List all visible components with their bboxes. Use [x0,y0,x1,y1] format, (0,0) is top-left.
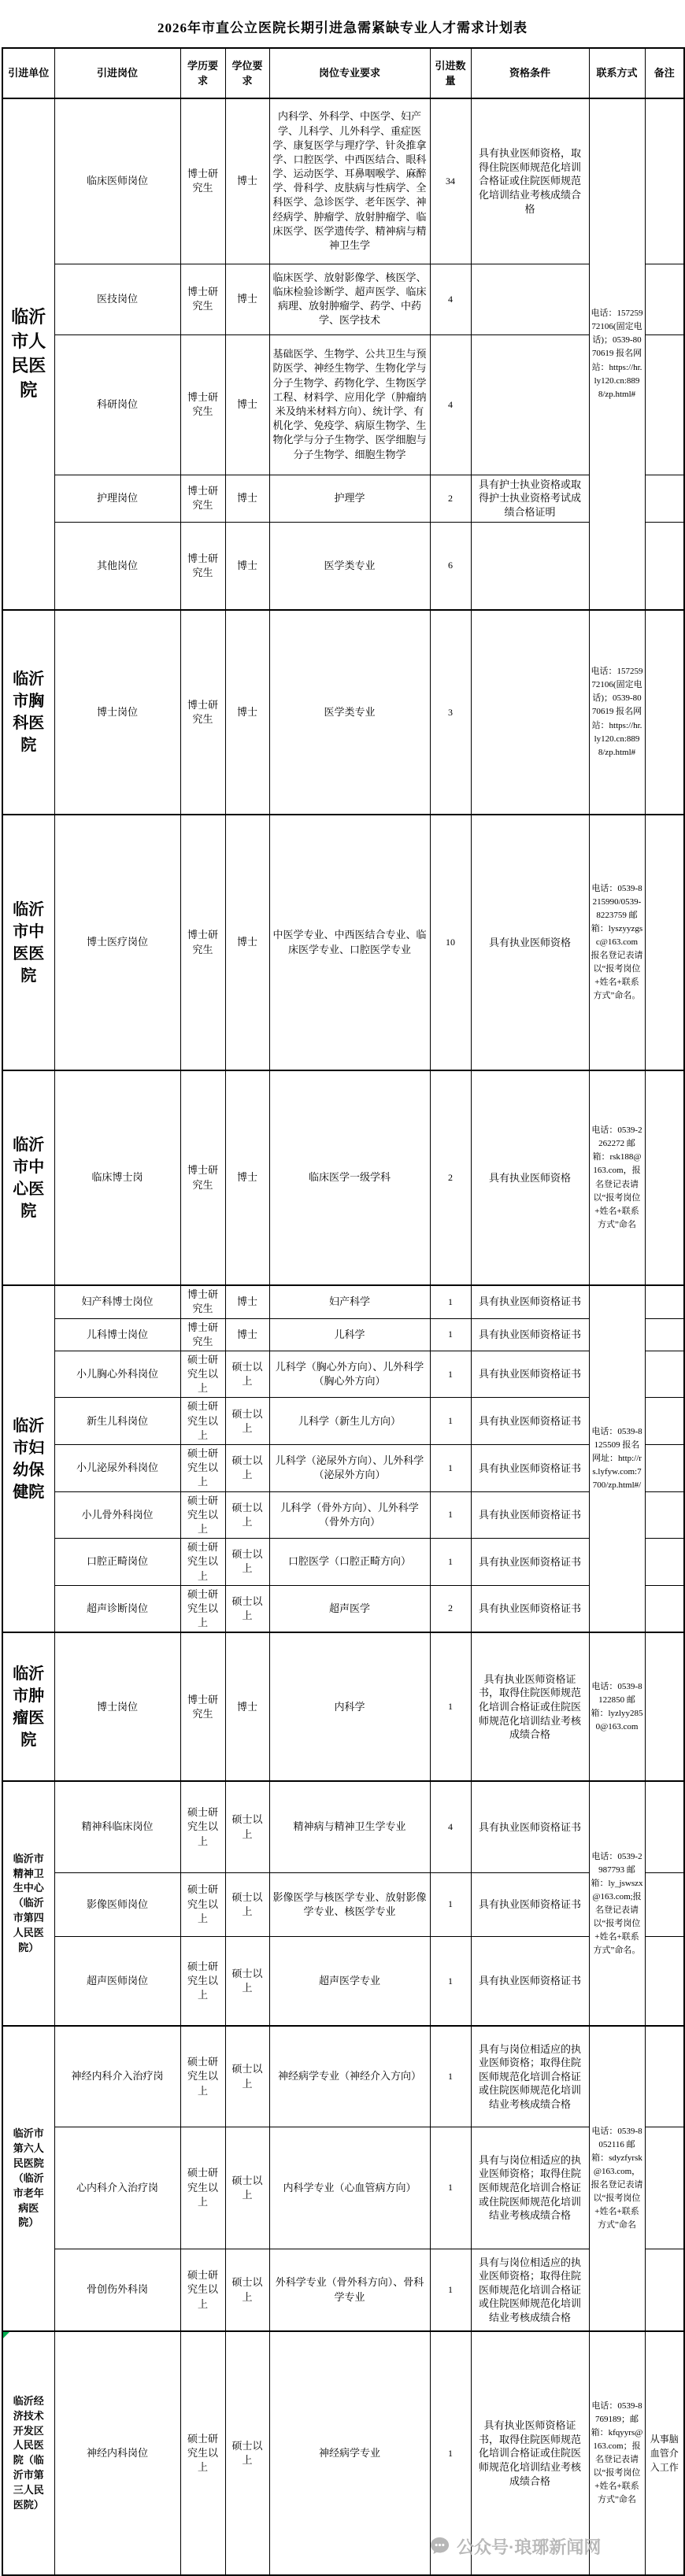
qualification-cell: 具有与岗位相适应的执业医师资格；取得住院医师规范化培训合格证或住院医师规范化培训结业考核成绩合格 [471,2026,589,2127]
major-cell: 临床医学、放射影像学、核医学、临床检验诊断学、超声医学、临床病理、放射肿瘤学、药学、中药学、医学技术 [269,264,430,334]
position-cell: 医技岗位 [54,264,180,334]
table-row [2,1491,684,1539]
education-cell: 博士研究生 [180,1285,225,1318]
major-cell: 医学类专业 [269,610,430,815]
count-cell: 6 [430,522,471,610]
education-cell: 硕士研究生以上 [180,2026,225,2127]
unit-name-cell: 临沂市胸科医院 [2,610,54,815]
remark-cell [645,1491,684,1539]
contact-cell: 电话：0539-8125509 报名网址：http://rs.lyfyw.com:7700/zp.html#/ [589,1285,645,1632]
degree-cell: 硕士以上 [225,1398,269,1445]
table-row [2,1539,684,1586]
contact-cell: 电话：0539-8122850 邮箱：lyzlyy2850@163.com [589,1632,645,1781]
count-cell: 1 [430,1318,471,1351]
degree-cell: 博士 [225,1632,269,1781]
remark-cell [645,1398,684,1445]
degree-cell: 硕士以上 [225,2026,269,2127]
column-header-qualification: 资格条件 [471,48,589,98]
count-cell: 1 [430,1632,471,1781]
degree-cell: 硕士以上 [225,2331,269,2575]
count-cell: 1 [430,1872,471,1936]
education-cell: 博士研究生 [180,475,225,522]
watermark-text: 公众号·琅琊新闻网 [457,2537,602,2557]
qualification-cell: 具有执业医师资格 [471,815,589,1070]
count-cell: 34 [430,98,471,264]
remark-cell [645,1781,684,1872]
position-cell: 超声诊断岗位 [54,1585,180,1632]
education-cell: 硕士研究生以上 [180,1936,225,2026]
remark-cell [645,2249,684,2331]
qualification-cell: 具有执业医师资格证书 [471,1872,589,1936]
remark-cell [645,264,684,334]
position-cell: 神经内科介入治疗岗 [54,2026,180,2127]
contact-cell: 电话：15725972106(固定电话)；0539-8070619 报名网站：https://hr.ly120.cn:8898/zp.html# [589,98,645,610]
degree-cell: 硕士以上 [225,1936,269,2026]
major-cell: 儿科学（泌尿外方向）、儿外科学（泌尿外方向） [269,1445,430,1492]
count-cell: 1 [430,2249,471,2331]
count-cell: 10 [430,815,471,1070]
remark-cell [645,1351,684,1398]
qualification-cell [471,334,589,475]
major-cell: 内科学专业（心血管病方向） [269,2127,430,2249]
contact-cell: 电话：0539-8052116 邮箱：sdyzfyrsk@163.com，报名登记表请以“报考岗位+姓名+联系方式”命名 [589,2026,645,2331]
degree-cell: 博士 [225,1318,269,1351]
major-cell: 内科学 [269,1632,430,1781]
degree-cell: 博士 [225,815,269,1070]
wechat-icon [429,2536,450,2557]
education-cell: 博士研究生 [180,1632,225,1781]
count-cell: 1 [430,1491,471,1539]
major-cell: 医学类专业 [269,522,430,610]
position-cell: 小儿泌尿外科岗位 [54,1445,180,1492]
table-row [2,1872,684,1936]
major-cell: 儿科学（骨外方向）、儿外科学（骨外方向） [269,1491,430,1539]
table-row [2,334,684,475]
position-cell: 博士医疗岗位 [54,815,180,1070]
qualification-cell: 具有执业医师资格证书 [471,1318,589,1351]
unit-name-cell: 临沂市中医医院 [2,815,54,1070]
contact-cell: 电话：0539-2987793 邮箱：ly_jswszx@163.com;报名登记表请以“报考岗位+姓名+联系方式”命名。 [589,1781,645,2026]
position-cell: 影像医师岗位 [54,1872,180,1936]
major-cell: 口腔医学（口腔正畸方向） [269,1539,430,1586]
qualification-cell: 具有执业医师资格证书 [471,1398,589,1445]
education-cell: 硕士研究生以上 [180,1445,225,1492]
column-header-degree: 学位要求 [225,48,269,98]
count-cell: 1 [430,1351,471,1398]
major-cell: 内科学、外科学、中医学、妇产学、儿科学、儿外科学、重症医学、康复医学与理疗学、针灸推拿学、口腔医学、中西医结合、眼科学、运动医学、耳鼻咽喉学、麻醉学、骨科学、皮肤病与性病学、全科医学、急诊医学、老年医学、神经病学、肿瘤学、放射肿瘤学、临床医学、医学遗传学、精神病与精神卫生学 [269,98,430,264]
position-cell: 超声医师岗位 [54,1936,180,2026]
position-cell: 妇产科博士岗位 [54,1285,180,1318]
education-cell: 硕士研究生以上 [180,1539,225,1586]
remark-cell [645,1632,684,1781]
remark-cell [645,1318,684,1351]
column-header-position: 引进岗位 [54,48,180,98]
education-cell: 硕士研究生以上 [180,1872,225,1936]
major-cell: 影像医学与核医学专业、放射影像学专业、核医学专业 [269,1872,430,1936]
remark-cell [645,1539,684,1586]
major-cell: 精神病与精神卫生学专业 [269,1781,430,1872]
unit-name-cell: 临沂市妇幼保健院 [2,1285,54,1632]
qualification-cell: 具有与岗位相适应的执业医师资格；取得住院医师规范化培训合格证或住院医师规范化培训结业考核成绩合格 [471,2249,589,2331]
table-row [2,1632,684,1781]
table-row [2,264,684,334]
table-row [2,98,684,264]
major-cell: 外科学专业（骨外科方向）、骨科学专业 [269,2249,430,2331]
position-cell: 神经内科岗位 [54,2331,180,2575]
count-cell: 1 [430,2331,471,2575]
count-cell: 3 [430,610,471,815]
table-row [2,610,684,815]
remark-cell [645,334,684,475]
degree-cell: 博士 [225,610,269,815]
count-cell: 2 [430,1585,471,1632]
remark-cell [645,2127,684,2249]
education-cell: 博士研究生 [180,264,225,334]
major-cell: 儿科学 [269,1318,430,1351]
degree-cell: 博士 [225,264,269,334]
table-row [2,1070,684,1285]
remark-cell [645,2026,684,2127]
position-cell: 新生儿科岗位 [54,1398,180,1445]
column-header-unit: 引进单位 [2,48,54,98]
remark-cell [645,1872,684,1936]
count-cell: 2 [430,475,471,522]
table-row [2,475,684,522]
table-row [2,2127,684,2249]
major-cell: 神经病学专业（神经介入方向） [269,2026,430,2127]
position-cell: 心内科介入治疗岗 [54,2127,180,2249]
education-cell: 硕士研究生以上 [180,1491,225,1539]
qualification-cell [471,610,589,815]
position-cell: 小儿骨外科岗位 [54,1491,180,1539]
remark-cell [645,1936,684,2026]
degree-cell: 博士 [225,334,269,475]
education-cell: 硕士研究生以上 [180,1585,225,1632]
education-cell: 硕士研究生以上 [180,2127,225,2249]
education-cell: 硕士研究生以上 [180,1351,225,1398]
remark-cell [645,610,684,815]
position-cell: 护理岗位 [54,475,180,522]
unit-name-cell: 临沂市肿瘤医院 [2,1632,54,1781]
education-cell: 博士研究生 [180,522,225,610]
table-row [2,1318,684,1351]
qualification-cell: 具有护士执业资格或取得护士执业资格考试成绩合格证明 [471,475,589,522]
major-cell: 神经病学专业 [269,2331,430,2575]
table-row [2,2026,684,2127]
count-cell: 1 [430,2026,471,2127]
qualification-cell: 具有执业医师资格证书 [471,1491,589,1539]
education-cell: 硕士研究生以上 [180,1398,225,1445]
table-row [2,1285,684,1318]
table-row [2,1398,684,1445]
table-row [2,1585,684,1632]
unit-name-cell: 临沂市精神卫生中心（临沂市第四人民医院） [2,1781,54,2026]
table-row [2,815,684,1070]
qualification-cell: 具有执业医师资格证书 [471,1936,589,2026]
remark-cell [645,1585,684,1632]
qualification-cell: 具有执业医师资格证书 [471,1539,589,1586]
count-cell: 1 [430,2127,471,2249]
degree-cell: 硕士以上 [225,1585,269,1632]
contact-cell: 电话：0539-8769189；邮箱：kfqyyrs@163.com；报名登记表请以“报考岗位+姓名+联系方式”命名 [589,2331,645,2575]
major-cell: 临床医学一级学科 [269,1070,430,1285]
degree-cell: 硕士以上 [225,1445,269,1492]
table-row [2,1445,684,1492]
remark-cell [645,815,684,1070]
table-row [2,1781,684,1872]
count-cell: 1 [430,1445,471,1492]
education-cell: 博士研究生 [180,1318,225,1351]
column-header-contact: 联系方式 [589,48,645,98]
remark-cell [645,1285,684,1318]
education-cell: 博士研究生 [180,610,225,815]
contact-cell: 电话：15725972106(固定电话)；0539-8070619 报名网站：https://hr.ly120.cn:8898/zp.html# [589,610,645,815]
remark-cell [645,98,684,264]
position-cell: 临床博士岗 [54,1070,180,1285]
qualification-cell [471,522,589,610]
qualification-cell: 具有执业医师资格证书，取得住院医师规范化培训合格证或住院医师规范化培训结业考核成绩合格 [471,2331,589,2575]
degree-cell: 硕士以上 [225,1491,269,1539]
qualification-cell: 具有执业医师资格证书 [471,1781,589,1872]
count-cell: 4 [430,334,471,475]
unit-name-cell: 临沂市第六人民医院（临沂市老年病医院） [2,2026,54,2331]
contact-cell: 电话：0539-8215990/0539-8223759 邮箱：lyszyyzgsc@163.com 报名登记表请以“报考岗位+姓名+联系方式”命名。 [589,815,645,1070]
count-cell: 1 [430,1539,471,1586]
position-cell: 儿科博士岗位 [54,1318,180,1351]
qualification-cell: 具有执业医师资格证书，取得住院医师规范化培训合格证或住院医师规范化培训结业考核成绩合格 [471,1632,589,1781]
education-cell: 博士研究生 [180,815,225,1070]
degree-cell: 博士 [225,98,269,264]
qualification-cell: 具有执业医师资格证书 [471,1585,589,1632]
position-cell: 小儿胸心外科岗位 [54,1351,180,1398]
qualification-cell [471,264,589,334]
table-row [2,1351,684,1398]
watermark [429,2534,601,2559]
major-cell: 超声医学专业 [269,1936,430,2026]
education-cell: 硕士研究生以上 [180,2249,225,2331]
major-cell: 基础医学、生物学、公共卫生与预防医学、神经生物学、生物化学与分子生物学、药物化学、生物医学工程、材料学、应用化学（肿瘤纳米及纳米材料方向）、统计学、有机化学、免疫学、病原生物学、生物化学与分子生物学、医学细胞与分子生物学、细胞生物学 [269,334,430,475]
education-cell: 硕士研究生以上 [180,1781,225,1872]
remark-cell [645,1070,684,1285]
qualification-cell: 具有执业医师资格证书 [471,1351,589,1398]
degree-cell: 硕士以上 [225,1781,269,1872]
unit-name-cell: 临沂市人民医院 [2,98,54,610]
unit-name-cell: 临沂市中心医院 [2,1070,54,1285]
position-cell: 博士岗位 [54,610,180,815]
qualification-cell: 具有执业医师资格证书 [471,1445,589,1492]
position-cell: 临床医师岗位 [54,98,180,264]
table-row [2,2249,684,2331]
major-cell: 中医学专业、中西医结合专业、临床医学专业、口腔医学专业 [269,815,430,1070]
major-cell: 护理学 [269,475,430,522]
education-cell: 硕士研究生以上 [180,2331,225,2575]
table-body [2,98,684,2575]
major-cell: 妇产科学 [269,1285,430,1318]
count-cell: 1 [430,1285,471,1318]
degree-cell: 博士 [225,475,269,522]
major-cell: 儿科学（新生儿方向） [269,1398,430,1445]
qualification-cell: 具有执业医师资格，取得住院医师规范化培训合格证或住院医师规范化培训结业考核成绩合格 [471,98,589,264]
column-header-count: 引进数量 [430,48,471,98]
education-cell: 博士研究生 [180,334,225,475]
column-header-major: 岗位专业要求 [269,48,430,98]
position-cell: 科研岗位 [54,334,180,475]
header-row [2,48,684,98]
degree-cell: 博士 [225,522,269,610]
column-header-education: 学历要求 [180,48,225,98]
count-cell: 2 [430,1070,471,1285]
remark-cell [645,1445,684,1492]
major-cell: 儿科学（胸心外方向）、儿外科学（胸心外方向） [269,1351,430,1398]
major-cell: 超声医学 [269,1585,430,1632]
degree-cell: 硕士以上 [225,1351,269,1398]
table-row [2,1936,684,2026]
count-cell: 4 [430,264,471,334]
cell-note-marker [3,2332,9,2338]
qualification-cell: 具有执业医师资格证书 [471,1285,589,1318]
degree-cell: 硕士以上 [225,2127,269,2249]
page-title: 2026年市直公立医院长期引进急需紧缺专业人才需求计划表 [157,20,528,35]
unit-name-cell: 临沂经济技术开发区人民医院（临沂市第三人民医院） [2,2331,54,2575]
column-header-remark: 备注 [645,48,684,98]
count-cell: 4 [430,1781,471,1872]
count-cell: 1 [430,1398,471,1445]
degree-cell: 硕士以上 [225,1539,269,1586]
table-row [2,522,684,610]
position-cell: 精神科临床岗位 [54,1781,180,1872]
qualification-cell: 具有执业医师资格 [471,1070,589,1285]
position-cell: 其他岗位 [54,522,180,610]
remark-cell [645,522,684,610]
remark-cell [645,475,684,522]
degree-cell: 博士 [225,1285,269,1318]
position-cell: 口腔正畸岗位 [54,1539,180,1586]
education-cell: 博士研究生 [180,1070,225,1285]
degree-cell: 硕士以上 [225,1872,269,1936]
recruitment-table [2,47,685,2576]
qualification-cell: 具有与岗位相适应的执业医师资格；取得住院医师规范化培训合格证或住院医师规范化培训结业考核成绩合格 [471,2127,589,2249]
count-cell: 1 [430,1936,471,2026]
degree-cell: 硕士以上 [225,2249,269,2331]
position-cell: 骨创伤外科岗 [54,2249,180,2331]
remark-cell: 从事脑血管介入工作 [645,2331,684,2575]
contact-cell: 电话：0539-2262272 邮箱：rsk188@163.com，报名登记表请以“报考岗位+姓名+联系方式”命名 [589,1070,645,1285]
education-cell: 博士研究生 [180,98,225,264]
degree-cell: 博士 [225,1070,269,1285]
position-cell: 博士岗位 [54,1632,180,1781]
